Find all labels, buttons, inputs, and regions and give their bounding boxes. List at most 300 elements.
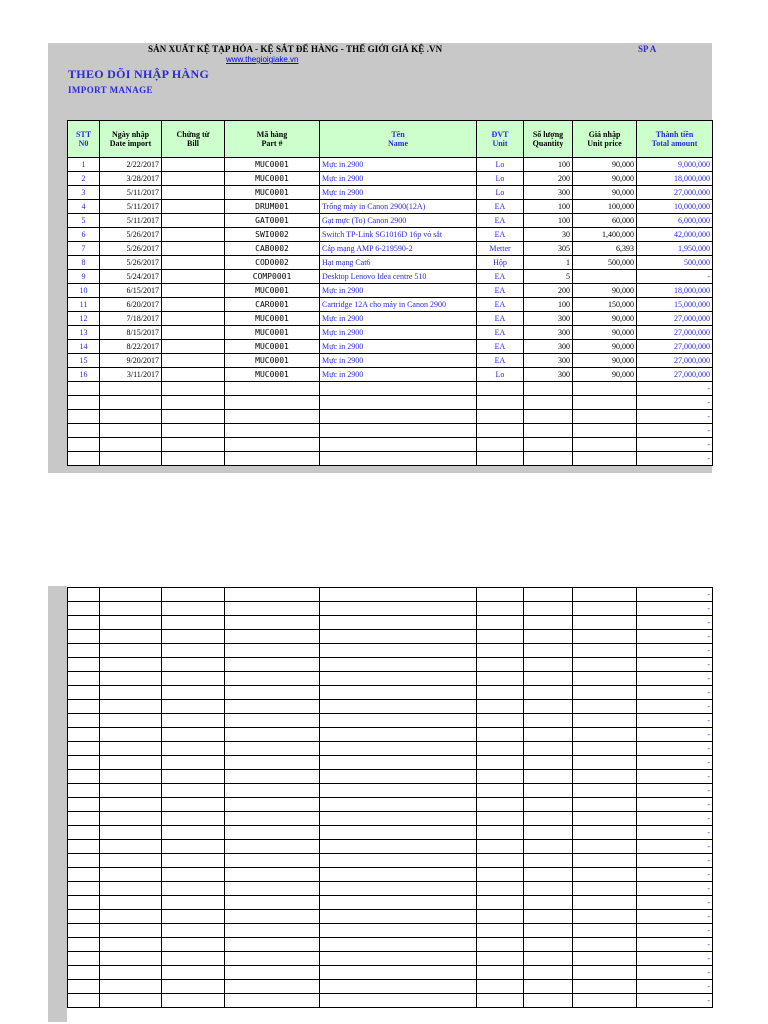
cell-no[interactable]: [68, 826, 100, 840]
cell-quantity[interactable]: 300: [524, 326, 573, 340]
cell-no[interactable]: [68, 910, 100, 924]
cell-total[interactable]: -: [637, 784, 713, 798]
cell-bill[interactable]: [162, 686, 225, 700]
cell-total[interactable]: -: [637, 588, 713, 602]
cell-part[interactable]: CAB0002: [225, 242, 320, 256]
cell-bill[interactable]: [162, 200, 225, 214]
cell-no[interactable]: [68, 686, 100, 700]
cell-total[interactable]: -: [637, 452, 713, 466]
cell-unit-price[interactable]: [573, 966, 637, 980]
table-row[interactable]: [68, 910, 713, 924]
cell-total[interactable]: -: [637, 826, 713, 840]
cell-unit[interactable]: EA: [477, 228, 524, 242]
cell-date[interactable]: 5/26/2017: [100, 242, 162, 256]
cell-name[interactable]: [320, 770, 477, 784]
table-row[interactable]: [68, 158, 713, 172]
cell-no[interactable]: 14: [68, 340, 100, 354]
cell-unit[interactable]: EA: [477, 340, 524, 354]
cell-bill[interactable]: [162, 616, 225, 630]
cell-name[interactable]: Mực in 2900: [320, 186, 477, 200]
cell-total[interactable]: 6,000,000: [637, 214, 713, 228]
cell-part[interactable]: [225, 826, 320, 840]
cell-name[interactable]: [320, 396, 477, 410]
table-row[interactable]: [68, 854, 713, 868]
cell-unit-price[interactable]: [573, 382, 637, 396]
cell-unit-price[interactable]: 6,393: [573, 242, 637, 256]
cell-name[interactable]: [320, 756, 477, 770]
cell-part[interactable]: [225, 728, 320, 742]
cell-unit[interactable]: [477, 910, 524, 924]
cell-no[interactable]: [68, 896, 100, 910]
cell-date[interactable]: 5/11/2017: [100, 200, 162, 214]
cell-unit[interactable]: [477, 812, 524, 826]
cell-unit[interactable]: [477, 396, 524, 410]
cell-unit-price[interactable]: [573, 714, 637, 728]
cell-bill[interactable]: [162, 298, 225, 312]
cell-total[interactable]: 27,000,000: [637, 326, 713, 340]
cell-total[interactable]: 27,000,000: [637, 186, 713, 200]
cell-total[interactable]: 1,950,000: [637, 242, 713, 256]
cell-quantity[interactable]: [524, 410, 573, 424]
cell-quantity[interactable]: [524, 700, 573, 714]
cell-bill[interactable]: [162, 354, 225, 368]
cell-bill[interactable]: [162, 186, 225, 200]
cell-name[interactable]: [320, 588, 477, 602]
cell-total[interactable]: -: [637, 896, 713, 910]
table-row[interactable]: [68, 756, 713, 770]
cell-unit[interactable]: EA: [477, 214, 524, 228]
cell-total[interactable]: 500,000: [637, 256, 713, 270]
cell-date[interactable]: [100, 952, 162, 966]
cell-total[interactable]: -: [637, 424, 713, 438]
cell-no[interactable]: 2: [68, 172, 100, 186]
cell-date[interactable]: [100, 840, 162, 854]
table-row[interactable]: [68, 172, 713, 186]
cell-name[interactable]: Mực in 2900: [320, 284, 477, 298]
cell-date[interactable]: 7/18/2017: [100, 312, 162, 326]
cell-unit-price[interactable]: [573, 840, 637, 854]
cell-name[interactable]: [320, 424, 477, 438]
cell-unit-price[interactable]: [573, 896, 637, 910]
cell-unit-price[interactable]: [573, 994, 637, 1008]
cell-quantity[interactable]: [524, 938, 573, 952]
cell-unit[interactable]: [477, 756, 524, 770]
cell-no[interactable]: 16: [68, 368, 100, 382]
cell-name[interactable]: [320, 854, 477, 868]
cell-name[interactable]: Mực in 2900: [320, 326, 477, 340]
cell-quantity[interactable]: [524, 910, 573, 924]
cell-total[interactable]: 18,000,000: [637, 284, 713, 298]
cell-unit[interactable]: [477, 966, 524, 980]
cell-part[interactable]: DRUM001: [225, 200, 320, 214]
table-row[interactable]: [68, 242, 713, 256]
cell-part[interactable]: MUC0001: [225, 312, 320, 326]
cell-unit-price[interactable]: [573, 686, 637, 700]
cell-part[interactable]: [225, 812, 320, 826]
cell-unit-price[interactable]: [573, 630, 637, 644]
cell-unit[interactable]: [477, 868, 524, 882]
cell-quantity[interactable]: [524, 952, 573, 966]
cell-no[interactable]: 13: [68, 326, 100, 340]
cell-unit-price[interactable]: [573, 658, 637, 672]
cell-no[interactable]: [68, 658, 100, 672]
table-row[interactable]: [68, 798, 713, 812]
cell-unit[interactable]: [477, 952, 524, 966]
cell-unit[interactable]: [477, 840, 524, 854]
cell-total[interactable]: -: [637, 952, 713, 966]
table-row[interactable]: [68, 630, 713, 644]
cell-name[interactable]: [320, 826, 477, 840]
cell-quantity[interactable]: [524, 826, 573, 840]
cell-date[interactable]: [100, 728, 162, 742]
cell-date[interactable]: [100, 938, 162, 952]
cell-part[interactable]: MUC0001: [225, 284, 320, 298]
cell-date[interactable]: 5/26/2017: [100, 256, 162, 270]
table-row[interactable]: [68, 644, 713, 658]
table-row[interactable]: [68, 396, 713, 410]
cell-no[interactable]: 4: [68, 200, 100, 214]
table-row[interactable]: [68, 284, 713, 298]
cell-part[interactable]: COMP0001: [225, 270, 320, 284]
cell-date[interactable]: [100, 756, 162, 770]
table-row[interactable]: [68, 438, 713, 452]
cell-date[interactable]: [100, 644, 162, 658]
cell-unit[interactable]: [477, 980, 524, 994]
cell-no[interactable]: [68, 938, 100, 952]
cell-bill[interactable]: [162, 994, 225, 1008]
cell-bill[interactable]: [162, 798, 225, 812]
cell-date[interactable]: [100, 438, 162, 452]
table-row[interactable]: [68, 868, 713, 882]
cell-no[interactable]: [68, 452, 100, 466]
cell-name[interactable]: [320, 994, 477, 1008]
cell-unit-price[interactable]: [573, 770, 637, 784]
cell-total[interactable]: -: [637, 742, 713, 756]
cell-part[interactable]: MUC0001: [225, 354, 320, 368]
cell-unit[interactable]: [477, 882, 524, 896]
cell-name[interactable]: [320, 714, 477, 728]
cell-date[interactable]: [100, 812, 162, 826]
cell-no[interactable]: 3: [68, 186, 100, 200]
cell-no[interactable]: [68, 952, 100, 966]
cell-bill[interactable]: [162, 228, 225, 242]
cell-unit[interactable]: [477, 382, 524, 396]
cell-quantity[interactable]: [524, 602, 573, 616]
cell-date[interactable]: [100, 672, 162, 686]
cell-part[interactable]: [225, 938, 320, 952]
cell-part[interactable]: [225, 994, 320, 1008]
cell-part[interactable]: [225, 924, 320, 938]
cell-bill[interactable]: [162, 952, 225, 966]
cell-date[interactable]: [100, 658, 162, 672]
cell-quantity[interactable]: 100: [524, 298, 573, 312]
cell-no[interactable]: [68, 994, 100, 1008]
cell-name[interactable]: Cáp mạng AMP 6-219590-2: [320, 242, 477, 256]
table-row[interactable]: [68, 658, 713, 672]
cell-part[interactable]: [225, 714, 320, 728]
cell-unit-price[interactable]: [573, 270, 637, 284]
cell-bill[interactable]: [162, 242, 225, 256]
cell-no[interactable]: [68, 644, 100, 658]
cell-name[interactable]: [320, 784, 477, 798]
cell-date[interactable]: [100, 994, 162, 1008]
cell-part[interactable]: [225, 452, 320, 466]
cell-total[interactable]: -: [637, 644, 713, 658]
cell-bill[interactable]: [162, 270, 225, 284]
cell-no[interactable]: 11: [68, 298, 100, 312]
cell-unit[interactable]: EA: [477, 284, 524, 298]
cell-bill[interactable]: [162, 396, 225, 410]
cell-quantity[interactable]: 200: [524, 172, 573, 186]
cell-name[interactable]: [320, 382, 477, 396]
table-row[interactable]: [68, 616, 713, 630]
cell-part[interactable]: [225, 686, 320, 700]
cell-unit[interactable]: [477, 602, 524, 616]
cell-unit-price[interactable]: [573, 424, 637, 438]
cell-date[interactable]: [100, 714, 162, 728]
cell-bill[interactable]: [162, 368, 225, 382]
cell-part[interactable]: CAR0001: [225, 298, 320, 312]
cell-bill[interactable]: [162, 424, 225, 438]
cell-unit-price[interactable]: [573, 882, 637, 896]
cell-bill[interactable]: [162, 284, 225, 298]
cell-bill[interactable]: [162, 382, 225, 396]
cell-total[interactable]: -: [637, 410, 713, 424]
cell-unit[interactable]: [477, 938, 524, 952]
table-row[interactable]: [68, 980, 713, 994]
cell-unit[interactable]: [477, 924, 524, 938]
cell-unit-price[interactable]: 90,000: [573, 312, 637, 326]
cell-bill[interactable]: [162, 326, 225, 340]
cell-bill[interactable]: [162, 784, 225, 798]
cell-total[interactable]: -: [637, 938, 713, 952]
cell-quantity[interactable]: 1: [524, 256, 573, 270]
cell-date[interactable]: 8/22/2017: [100, 340, 162, 354]
table-row[interactable]: [68, 186, 713, 200]
cell-quantity[interactable]: [524, 868, 573, 882]
cell-date[interactable]: 6/20/2017: [100, 298, 162, 312]
cell-quantity[interactable]: [524, 658, 573, 672]
cell-name[interactable]: Trống máy in Canon 2900(12A): [320, 200, 477, 214]
cell-no[interactable]: [68, 700, 100, 714]
cell-total[interactable]: -: [637, 672, 713, 686]
cell-name[interactable]: Switch TP-Link SG1016D 16p vỏ sắt: [320, 228, 477, 242]
cell-total[interactable]: -: [637, 728, 713, 742]
cell-part[interactable]: MUC0001: [225, 186, 320, 200]
cell-quantity[interactable]: [524, 896, 573, 910]
cell-unit-price[interactable]: [573, 728, 637, 742]
cell-name[interactable]: [320, 798, 477, 812]
table-row[interactable]: [68, 784, 713, 798]
table-row[interactable]: [68, 714, 713, 728]
cell-no[interactable]: [68, 980, 100, 994]
cell-unit[interactable]: [477, 616, 524, 630]
cell-unit-price[interactable]: [573, 616, 637, 630]
cell-bill[interactable]: [162, 256, 225, 270]
cell-unit-price[interactable]: 150,000: [573, 298, 637, 312]
cell-no[interactable]: [68, 756, 100, 770]
cell-unit[interactable]: Lo: [477, 186, 524, 200]
cell-unit-price[interactable]: [573, 396, 637, 410]
cell-no[interactable]: [68, 882, 100, 896]
cell-total[interactable]: 15,000,000: [637, 298, 713, 312]
cell-unit-price[interactable]: 90,000: [573, 284, 637, 298]
cell-date[interactable]: [100, 630, 162, 644]
cell-unit-price[interactable]: [573, 910, 637, 924]
cell-bill[interactable]: [162, 644, 225, 658]
cell-bill[interactable]: [162, 700, 225, 714]
cell-no[interactable]: [68, 924, 100, 938]
cell-no[interactable]: [68, 410, 100, 424]
cell-bill[interactable]: [162, 452, 225, 466]
cell-unit-price[interactable]: [573, 700, 637, 714]
cell-total[interactable]: -: [637, 396, 713, 410]
cell-part[interactable]: MUC0001: [225, 172, 320, 186]
cell-name[interactable]: [320, 910, 477, 924]
cell-no[interactable]: 7: [68, 242, 100, 256]
cell-part[interactable]: [225, 396, 320, 410]
cell-name[interactable]: [320, 602, 477, 616]
cell-date[interactable]: 5/11/2017: [100, 214, 162, 228]
cell-quantity[interactable]: [524, 588, 573, 602]
cell-unit[interactable]: [477, 672, 524, 686]
cell-part[interactable]: [225, 784, 320, 798]
cell-no[interactable]: [68, 840, 100, 854]
cell-bill[interactable]: [162, 312, 225, 326]
cell-quantity[interactable]: [524, 630, 573, 644]
cell-unit[interactable]: [477, 854, 524, 868]
cell-total[interactable]: -: [637, 980, 713, 994]
cell-total[interactable]: 10,000,000: [637, 200, 713, 214]
cell-total[interactable]: -: [637, 910, 713, 924]
cell-unit[interactable]: Metter: [477, 242, 524, 256]
cell-total[interactable]: -: [637, 854, 713, 868]
cell-quantity[interactable]: [524, 994, 573, 1008]
cell-quantity[interactable]: 200: [524, 284, 573, 298]
cell-unit[interactable]: EA: [477, 354, 524, 368]
cell-unit-price[interactable]: [573, 812, 637, 826]
cell-bill[interactable]: [162, 840, 225, 854]
cell-name[interactable]: [320, 840, 477, 854]
cell-name[interactable]: Hạt mạng Cat6: [320, 256, 477, 270]
cell-bill[interactable]: [162, 340, 225, 354]
cell-unit-price[interactable]: [573, 784, 637, 798]
cell-unit[interactable]: [477, 686, 524, 700]
cell-total[interactable]: -: [637, 686, 713, 700]
cell-part[interactable]: GAT0001: [225, 214, 320, 228]
cell-unit-price[interactable]: 90,000: [573, 354, 637, 368]
cell-unit-price[interactable]: [573, 924, 637, 938]
table-row[interactable]: [68, 424, 713, 438]
cell-quantity[interactable]: [524, 854, 573, 868]
cell-bill[interactable]: [162, 602, 225, 616]
cell-quantity[interactable]: 305: [524, 242, 573, 256]
cell-date[interactable]: 8/15/2017: [100, 326, 162, 340]
cell-date[interactable]: [100, 452, 162, 466]
cell-name[interactable]: Mực in 2900: [320, 172, 477, 186]
table-row[interactable]: [68, 228, 713, 242]
cell-date[interactable]: [100, 910, 162, 924]
cell-part[interactable]: [225, 910, 320, 924]
table-row[interactable]: [68, 200, 713, 214]
cell-name[interactable]: [320, 438, 477, 452]
cell-name[interactable]: Mực in 2900: [320, 158, 477, 172]
cell-part[interactable]: [225, 588, 320, 602]
cell-quantity[interactable]: [524, 812, 573, 826]
cell-unit[interactable]: [477, 630, 524, 644]
cell-total[interactable]: -: [637, 798, 713, 812]
cell-name[interactable]: [320, 868, 477, 882]
cell-quantity[interactable]: 100: [524, 200, 573, 214]
cell-unit[interactable]: Lo: [477, 172, 524, 186]
cell-part[interactable]: [225, 854, 320, 868]
cell-unit-price[interactable]: [573, 438, 637, 452]
table-row[interactable]: [68, 686, 713, 700]
cell-part[interactable]: [225, 966, 320, 980]
cell-no[interactable]: 8: [68, 256, 100, 270]
cell-total[interactable]: 27,000,000: [637, 340, 713, 354]
website-link[interactable]: www.thegioigiake.vn: [226, 55, 299, 64]
cell-quantity[interactable]: [524, 798, 573, 812]
cell-unit[interactable]: EA: [477, 326, 524, 340]
cell-quantity[interactable]: 300: [524, 186, 573, 200]
cell-total[interactable]: 9,000,000: [637, 158, 713, 172]
cell-total[interactable]: -: [637, 994, 713, 1008]
cell-unit[interactable]: [477, 438, 524, 452]
cell-unit[interactable]: Hộp: [477, 256, 524, 270]
cell-total[interactable]: -: [637, 966, 713, 980]
cell-no[interactable]: 9: [68, 270, 100, 284]
cell-bill[interactable]: [162, 910, 225, 924]
cell-quantity[interactable]: [524, 742, 573, 756]
cell-unit-price[interactable]: 90,000: [573, 172, 637, 186]
cell-date[interactable]: [100, 980, 162, 994]
cell-part[interactable]: [225, 952, 320, 966]
cell-unit-price[interactable]: 60,000: [573, 214, 637, 228]
cell-unit-price[interactable]: 500,000: [573, 256, 637, 270]
cell-no[interactable]: [68, 630, 100, 644]
table-row[interactable]: [68, 896, 713, 910]
cell-no[interactable]: [68, 714, 100, 728]
cell-date[interactable]: [100, 700, 162, 714]
cell-date[interactable]: 9/20/2017: [100, 354, 162, 368]
cell-name[interactable]: [320, 896, 477, 910]
table-row[interactable]: [68, 326, 713, 340]
cell-quantity[interactable]: [524, 770, 573, 784]
cell-date[interactable]: [100, 382, 162, 396]
cell-no[interactable]: [68, 966, 100, 980]
cell-bill[interactable]: [162, 158, 225, 172]
cell-unit-price[interactable]: [573, 868, 637, 882]
cell-part[interactable]: [225, 424, 320, 438]
cell-unit[interactable]: [477, 896, 524, 910]
cell-no[interactable]: [68, 382, 100, 396]
cell-name[interactable]: [320, 644, 477, 658]
cell-part[interactable]: MUC0001: [225, 368, 320, 382]
cell-name[interactable]: [320, 966, 477, 980]
cell-unit-price[interactable]: [573, 980, 637, 994]
cell-name[interactable]: [320, 924, 477, 938]
cell-name[interactable]: [320, 952, 477, 966]
cell-part[interactable]: [225, 882, 320, 896]
cell-name[interactable]: [320, 700, 477, 714]
cell-no[interactable]: [68, 868, 100, 882]
table-row[interactable]: [68, 298, 713, 312]
cell-unit-price[interactable]: [573, 742, 637, 756]
cell-quantity[interactable]: 5: [524, 270, 573, 284]
cell-bill[interactable]: [162, 410, 225, 424]
cell-name[interactable]: [320, 742, 477, 756]
